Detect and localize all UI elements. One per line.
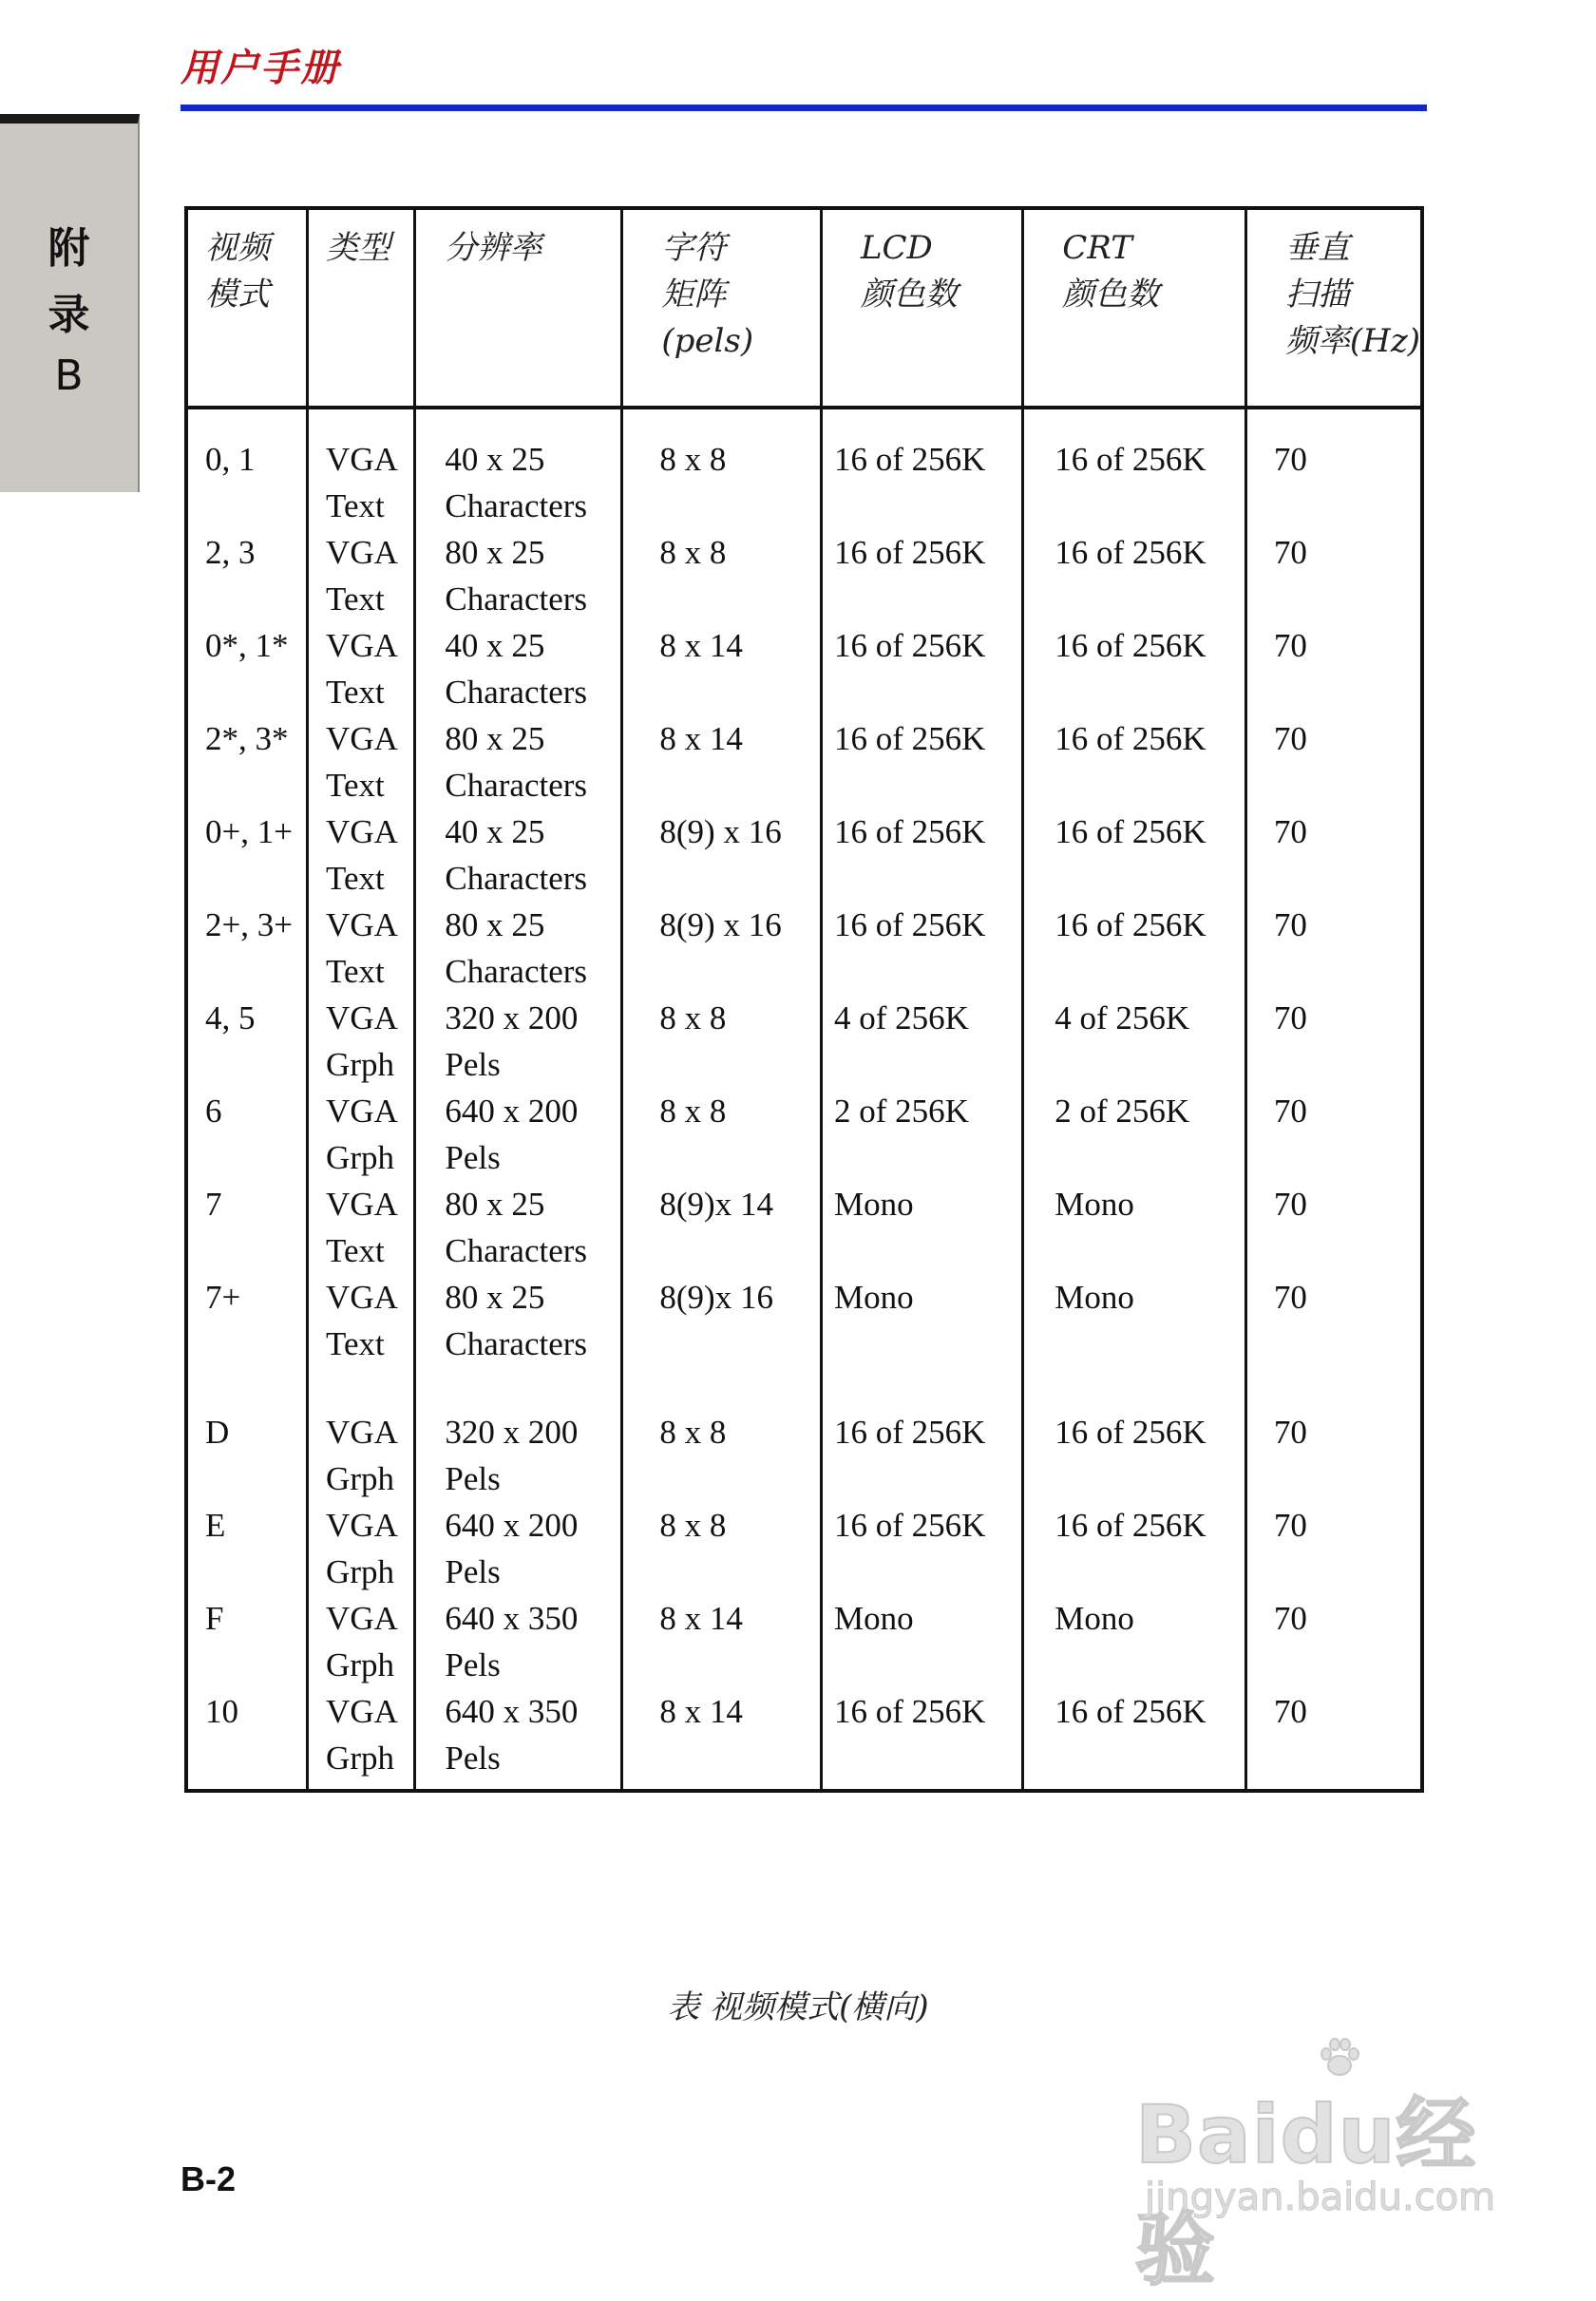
cell-mode <box>186 1274 308 1409</box>
cell-type <box>308 715 415 808</box>
cell-char-matrix <box>622 995 822 1088</box>
cell-line: 70 <box>1273 1693 1307 1730</box>
cell-line: Mono <box>833 1600 914 1637</box>
table-row <box>186 1088 1422 1181</box>
cell-line: 16 of 256K <box>833 813 986 850</box>
cell-line: Characters <box>445 1232 588 1269</box>
cell-line: Characters <box>445 953 588 990</box>
cell-resolution <box>415 529 622 622</box>
watermark-site: jingyan.baidu.com <box>1145 2176 1496 2219</box>
cell-line: 8 x 14 <box>659 720 743 757</box>
cell-char-matrix <box>622 902 822 995</box>
cell-line: 80 x 25 <box>445 1186 545 1223</box>
cell-resolution <box>415 995 622 1088</box>
cell-line: VGA <box>326 813 398 850</box>
table-row <box>186 1502 1422 1595</box>
cell-mode <box>186 622 308 715</box>
cell-line: 16 of 256K <box>833 1507 986 1544</box>
cell-char-matrix <box>622 1274 822 1409</box>
cell-scan-freq <box>1245 1181 1422 1274</box>
cell-lcd-colors <box>821 715 1022 808</box>
cell-line: VGA <box>326 441 398 478</box>
header-line: (pels) <box>661 322 754 360</box>
cell-crt-colors <box>1023 1595 1246 1688</box>
video-modes-table <box>184 206 1424 1793</box>
header-resolution <box>415 208 622 408</box>
header-line: 分辨率 <box>445 229 542 267</box>
cell-type <box>308 408 415 529</box>
cell-line: 8 x 8 <box>659 441 727 478</box>
cell-line: 4 of 256K <box>833 999 969 1036</box>
cell-line: 16 of 256K <box>833 1414 986 1451</box>
cell-char-matrix <box>622 408 822 529</box>
header-line: 频率(Hz) <box>1284 322 1420 360</box>
header-line: 矩阵 <box>661 276 727 314</box>
cell-mode <box>186 1088 308 1181</box>
cell-lcd-colors <box>821 408 1022 529</box>
cell-line: 320 x 200 <box>445 999 579 1036</box>
cell-type <box>308 1274 415 1409</box>
cell-line: Text <box>326 953 385 990</box>
cell-crt-colors <box>1023 529 1246 622</box>
cell-line: 16 of 256K <box>833 627 986 664</box>
cell-line: 70 <box>1273 1093 1307 1130</box>
cell-type <box>308 1088 415 1181</box>
cell-lcd-colors <box>821 529 1022 622</box>
cell-line: 16 of 256K <box>1054 720 1206 757</box>
cell-line: 7+ <box>205 1279 241 1316</box>
cell-char-matrix <box>622 1688 822 1791</box>
cell-line: 320 x 200 <box>445 1414 579 1451</box>
cell-resolution <box>415 622 622 715</box>
cell-line: VGA <box>326 1600 398 1637</box>
cell-line: 80 x 25 <box>445 720 545 757</box>
cell-lcd-colors <box>821 622 1022 715</box>
cell-line: 4, 5 <box>205 999 256 1036</box>
side-tab-char-3: B <box>54 352 84 400</box>
header-line: 类型 <box>326 229 391 267</box>
cell-line: 8(9) x 16 <box>659 813 782 850</box>
cell-line: 70 <box>1273 1600 1307 1637</box>
cell-mode <box>186 529 308 622</box>
cell-line: Mono <box>1054 1600 1134 1637</box>
baidu-watermark <box>1135 2033 1534 2296</box>
cell-mode <box>186 808 308 902</box>
cell-line: Characters <box>445 767 588 804</box>
cell-line: 80 x 25 <box>445 534 545 571</box>
cell-lcd-colors <box>821 808 1022 902</box>
cell-line: 40 x 25 <box>445 441 545 478</box>
cell-line: 80 x 25 <box>445 1279 545 1316</box>
table-row <box>186 1274 1422 1409</box>
cell-line: Pels <box>445 1046 501 1083</box>
cell-crt-colors <box>1023 622 1246 715</box>
cell-line: VGA <box>326 1693 398 1730</box>
cell-line: 2, 3 <box>205 534 256 571</box>
cell-resolution <box>415 1088 622 1181</box>
table-row <box>186 1688 1422 1791</box>
header-line: 视频 <box>205 229 270 267</box>
header-line: 模式 <box>205 276 270 314</box>
cell-scan-freq <box>1245 1502 1422 1595</box>
cell-line: 16 of 256K <box>1054 906 1206 943</box>
cell-mode <box>186 1595 308 1688</box>
cell-line: Mono <box>833 1186 914 1223</box>
cell-line: 8(9) x 16 <box>659 906 782 943</box>
cell-line: 0*, 1* <box>205 627 289 664</box>
cell-line: 70 <box>1273 1186 1307 1223</box>
cell-line: D <box>205 1414 230 1451</box>
cell-type <box>308 1502 415 1595</box>
cell-line: Pels <box>445 1139 501 1176</box>
table-row <box>186 808 1422 902</box>
side-tab-char-1: 附 <box>48 224 90 273</box>
page-number: B-2 <box>180 2159 237 2198</box>
cell-scan-freq <box>1245 622 1422 715</box>
cell-line: 70 <box>1273 1414 1307 1451</box>
header-line: 颜色数 <box>1062 276 1160 314</box>
cell-mode <box>186 902 308 995</box>
cell-line: Mono <box>1054 1186 1134 1223</box>
cell-type <box>308 1595 415 1688</box>
header-crt-colors <box>1023 208 1246 408</box>
cell-line: 16 of 256K <box>1054 441 1206 478</box>
table-caption: 表 视频模式(横向) <box>667 1988 929 2026</box>
cell-scan-freq <box>1245 1595 1422 1688</box>
cell-line: VGA <box>326 534 398 571</box>
cell-lcd-colors <box>821 1181 1022 1274</box>
cell-type <box>308 1409 415 1502</box>
cell-line: 16 of 256K <box>833 906 986 943</box>
cell-mode <box>186 1409 308 1502</box>
cell-line: Pels <box>445 1460 501 1497</box>
cell-crt-colors <box>1023 1181 1246 1274</box>
cell-line: 2+, 3+ <box>205 906 293 943</box>
cell-resolution <box>415 408 622 529</box>
cell-line: VGA <box>326 1414 398 1451</box>
cell-type <box>308 902 415 995</box>
table-header-row <box>186 208 1422 408</box>
table-row <box>186 1181 1422 1274</box>
header-lcd-colors <box>821 208 1022 408</box>
cell-line: 8 x 8 <box>659 1507 727 1544</box>
cell-crt-colors <box>1023 715 1246 808</box>
cell-line: 8 x 14 <box>659 1600 743 1637</box>
cell-line: 2*, 3* <box>205 720 289 757</box>
cell-line: 4 of 256K <box>1054 999 1190 1036</box>
table-row <box>186 995 1422 1088</box>
cell-line: 70 <box>1273 999 1307 1036</box>
cell-line: 40 x 25 <box>445 813 545 850</box>
cell-line: 2 of 256K <box>833 1093 969 1130</box>
cell-resolution <box>415 902 622 995</box>
table-row <box>186 715 1422 808</box>
cell-line: 6 <box>205 1093 222 1130</box>
cell-line: 2 of 256K <box>1054 1093 1190 1130</box>
table-body <box>186 408 1422 1791</box>
cell-type <box>308 529 415 622</box>
cell-line: 16 of 256K <box>1054 1693 1206 1730</box>
cell-line: 640 x 350 <box>445 1600 579 1637</box>
cell-line: 8(9)x 14 <box>659 1186 773 1223</box>
cell-line: 70 <box>1273 534 1307 571</box>
cell-lcd-colors <box>821 902 1022 995</box>
cell-line: VGA <box>326 999 398 1036</box>
cell-line: VGA <box>326 720 398 757</box>
cell-line: 16 of 256K <box>1054 534 1206 571</box>
cell-type <box>308 995 415 1088</box>
cell-line: Grph <box>326 1046 394 1083</box>
cell-line: Grph <box>326 1646 394 1683</box>
cell-char-matrix <box>622 715 822 808</box>
cell-line: 640 x 200 <box>445 1507 579 1544</box>
cell-line: 8 x 14 <box>659 1693 743 1730</box>
cell-line: 8(9)x 16 <box>659 1279 773 1316</box>
cell-line: VGA <box>326 1507 398 1544</box>
cell-mode <box>186 715 308 808</box>
cell-line: F <box>205 1600 224 1637</box>
cell-line: Mono <box>833 1279 914 1316</box>
header-rule <box>180 105 1427 111</box>
cell-line: 8 x 14 <box>659 627 743 664</box>
header-line: CRT <box>1062 229 1132 267</box>
cell-scan-freq <box>1245 995 1422 1088</box>
cell-scan-freq <box>1245 1688 1422 1791</box>
watermark-brand: Baidu经验 <box>1135 2088 1477 2296</box>
cell-type <box>308 1181 415 1274</box>
cell-lcd-colors <box>821 1688 1022 1791</box>
cell-mode <box>186 995 308 1088</box>
cell-lcd-colors <box>821 995 1022 1088</box>
cell-mode <box>186 1502 308 1595</box>
table-row <box>186 622 1422 715</box>
header-type <box>308 208 415 408</box>
cell-line: Text <box>326 860 385 897</box>
cell-resolution <box>415 1688 622 1791</box>
cell-line: 8 x 8 <box>659 1414 727 1451</box>
table-row <box>186 408 1422 529</box>
cell-line: Pels <box>445 1740 501 1777</box>
cell-line: Text <box>326 580 385 618</box>
cell-crt-colors <box>1023 1274 1246 1409</box>
cell-line: Text <box>326 487 385 524</box>
cell-crt-colors <box>1023 408 1246 529</box>
cell-line: 8 x 8 <box>659 1093 727 1130</box>
cell-type <box>308 1688 415 1791</box>
cell-line: 16 of 256K <box>833 720 986 757</box>
cell-lcd-colors <box>821 1595 1022 1688</box>
cell-mode <box>186 1688 308 1791</box>
cell-line: Grph <box>326 1740 394 1777</box>
header-line: 扫描 <box>1284 276 1350 314</box>
cell-line: 16 of 256K <box>833 534 986 571</box>
cell-type <box>308 808 415 902</box>
cell-line: 0, 1 <box>205 441 256 478</box>
cell-char-matrix <box>622 808 822 902</box>
header-char-matrix <box>622 208 822 408</box>
cell-line: 70 <box>1273 1507 1307 1544</box>
cell-line: VGA <box>326 1279 398 1316</box>
cell-char-matrix <box>622 529 822 622</box>
cell-lcd-colors <box>821 1274 1022 1409</box>
cell-type <box>308 622 415 715</box>
cell-crt-colors <box>1023 902 1246 995</box>
cell-line: 80 x 25 <box>445 906 545 943</box>
cell-line: 16 of 256K <box>1054 627 1206 664</box>
header-line: 垂直 <box>1284 229 1350 267</box>
cell-crt-colors <box>1023 1688 1246 1791</box>
cell-line: Text <box>326 767 385 804</box>
cell-lcd-colors <box>821 1088 1022 1181</box>
cell-line: Grph <box>326 1460 394 1497</box>
cell-line: 8 x 8 <box>659 999 727 1036</box>
cell-line: 7 <box>205 1186 222 1223</box>
cell-char-matrix <box>622 1181 822 1274</box>
cell-line: Grph <box>326 1553 394 1590</box>
cell-line: 70 <box>1273 813 1307 850</box>
cell-line: Text <box>326 1232 385 1269</box>
cell-line: Pels <box>445 1553 501 1590</box>
cell-line: 70 <box>1273 720 1307 757</box>
cell-line: 16 of 256K <box>833 1693 986 1730</box>
cell-resolution <box>415 1595 622 1688</box>
cell-scan-freq <box>1245 408 1422 529</box>
cell-char-matrix <box>622 1088 822 1181</box>
cell-scan-freq <box>1245 1409 1422 1502</box>
cell-scan-freq <box>1245 1088 1422 1181</box>
cell-resolution <box>415 1274 622 1409</box>
cell-line: 16 of 256K <box>1054 1414 1206 1451</box>
cell-line: Characters <box>445 580 588 618</box>
cell-resolution <box>415 1409 622 1502</box>
table-row <box>186 529 1422 622</box>
cell-line: 0+, 1+ <box>205 813 293 850</box>
cell-line: Characters <box>445 1325 588 1362</box>
cell-scan-freq <box>1245 715 1422 808</box>
cell-char-matrix <box>622 1502 822 1595</box>
cell-line: 16 of 256K <box>1054 813 1206 850</box>
side-tab-char-2: 录 <box>48 291 90 339</box>
cell-scan-freq <box>1245 1274 1422 1409</box>
cell-crt-colors <box>1023 808 1246 902</box>
table-row <box>186 902 1422 995</box>
cell-line: VGA <box>326 627 398 664</box>
header-video-mode <box>186 208 308 408</box>
cell-resolution <box>415 715 622 808</box>
cell-scan-freq <box>1245 902 1422 995</box>
appendix-side-tab <box>0 114 140 492</box>
cell-line: 70 <box>1273 906 1307 943</box>
cell-char-matrix <box>622 622 822 715</box>
cell-char-matrix <box>622 1595 822 1688</box>
cell-resolution <box>415 808 622 902</box>
header-line: LCD <box>860 229 933 267</box>
table-row <box>186 1409 1422 1502</box>
cell-lcd-colors <box>821 1409 1022 1502</box>
cell-line: 640 x 350 <box>445 1693 579 1730</box>
cell-line: 40 x 25 <box>445 627 545 664</box>
cell-line: VGA <box>326 1186 398 1223</box>
header-vertical-scan-freq <box>1245 208 1422 408</box>
cell-line: Text <box>326 1325 385 1362</box>
cell-line: 640 x 200 <box>445 1093 579 1130</box>
cell-resolution <box>415 1181 622 1274</box>
cell-mode <box>186 408 308 529</box>
cell-resolution <box>415 1502 622 1595</box>
cell-line: VGA <box>326 1093 398 1130</box>
cell-line: 10 <box>205 1693 238 1730</box>
cell-line: Mono <box>1054 1279 1134 1316</box>
cell-line: VGA <box>326 906 398 943</box>
cell-crt-colors <box>1023 1409 1246 1502</box>
header-line: 颜色数 <box>860 276 958 314</box>
cell-scan-freq <box>1245 808 1422 902</box>
cell-line: 70 <box>1273 1279 1307 1316</box>
cell-line: E <box>205 1507 226 1544</box>
cell-mode <box>186 1181 308 1274</box>
cell-crt-colors <box>1023 1502 1246 1595</box>
cell-char-matrix <box>622 1409 822 1502</box>
cell-line: Characters <box>445 860 588 897</box>
cell-line: Text <box>326 674 385 711</box>
cell-line: Grph <box>326 1139 394 1176</box>
cell-crt-colors <box>1023 1088 1246 1181</box>
cell-line: Characters <box>445 487 588 524</box>
cell-line: 16 of 256K <box>1054 1507 1206 1544</box>
table-row <box>186 1595 1422 1688</box>
cell-line: 70 <box>1273 627 1307 664</box>
cell-line: Pels <box>445 1646 501 1683</box>
cell-line: 8 x 8 <box>659 534 727 571</box>
cell-lcd-colors <box>821 1502 1022 1595</box>
cell-line: Characters <box>445 674 588 711</box>
cell-crt-colors <box>1023 995 1246 1088</box>
header-line: 字符 <box>661 229 727 267</box>
cell-line: 16 of 256K <box>833 441 986 478</box>
cell-scan-freq <box>1245 529 1422 622</box>
cell-line: 70 <box>1273 441 1307 478</box>
running-head-title: 用户手册 <box>180 47 340 90</box>
